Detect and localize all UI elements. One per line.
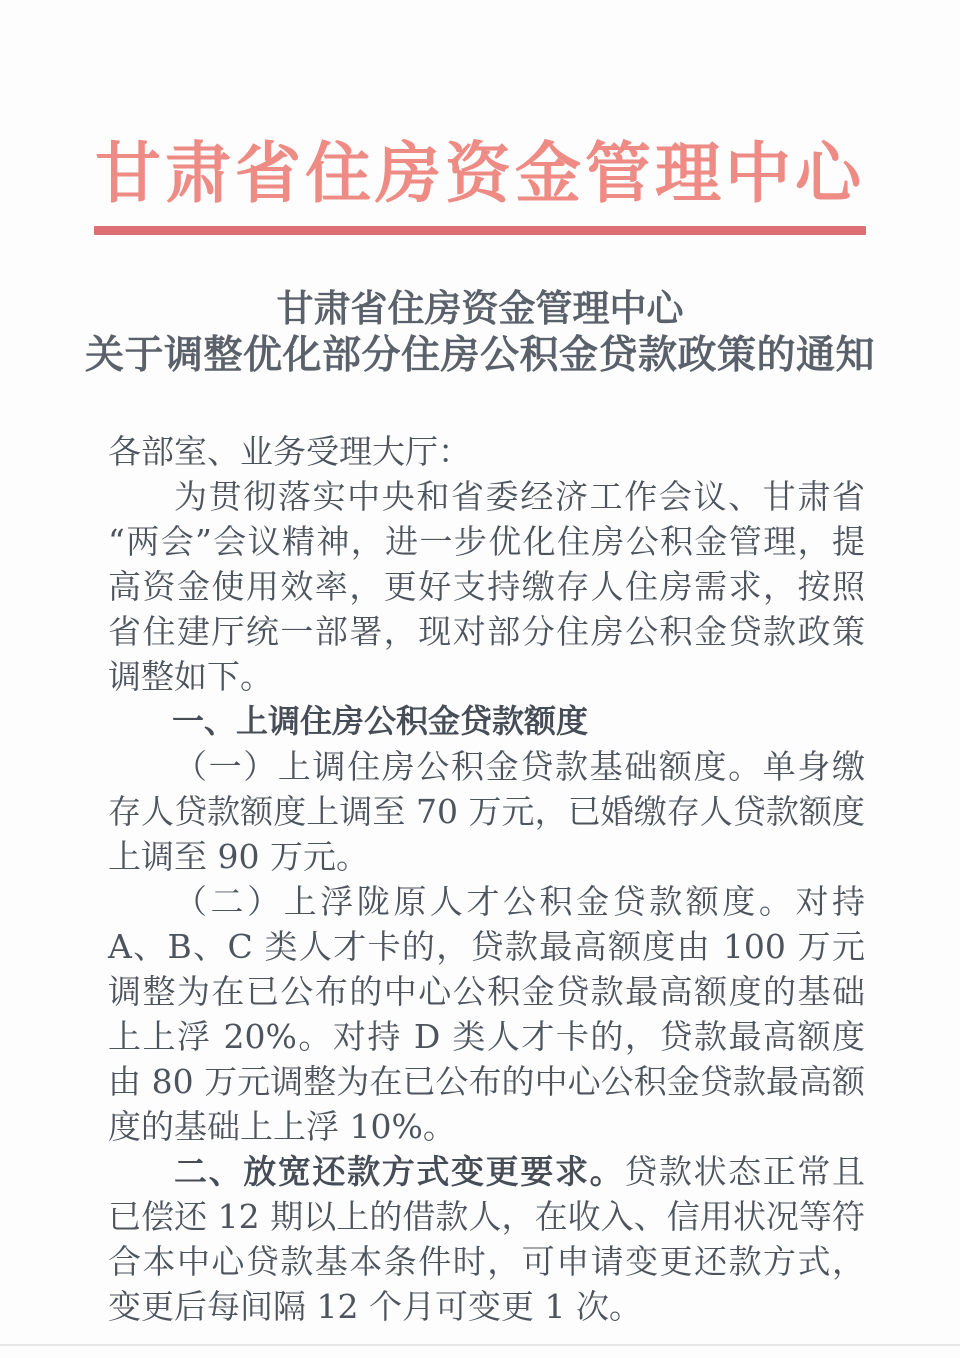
intro-paragraph: 为贯彻落实中央和省委经济工作会议、甘肃省“两会”会议精神，进一步优化住房公积金管理，提高资金使用效率，更好支持缴存人住房需求，按照省住建厅统一部署，现对部分住房公积金贷款政策调整如下。 bbox=[108, 477, 865, 697]
salutation: 各部室、业务受理大厅： bbox=[108, 432, 471, 472]
section1-paragraph-2: （二）上浮陇原人才公积金贷款额度。对持 A、B、C 类人才卡的，贷款最高额度由 100 万元调整为在已公布的中心公积金贷款最高额度的基础上上浮 20%。对持 D 类人才卡的，贷款最高额度由 80 万元调整为在已公布的中心公积金贷款最高额度的基础上上浮 10%。 bbox=[108, 882, 865, 1147]
document-title-line1: 甘肃省住房资金管理中心 bbox=[276, 286, 684, 331]
section2-heading: 二、放宽还款方式变更要求。 bbox=[174, 1152, 625, 1192]
section2-text: 贷款状态正常且已偿还 12 期以上的借款人，在收入、信用状况等符合本中心贷款基本条件时，可申请变更还款方式，变更后每间隔 12 个月可变更 1 次。 bbox=[108, 1152, 866, 1327]
document-title bbox=[0, 285, 960, 379]
scanner-edge-line bbox=[0, 1344, 960, 1346]
letterhead-rule bbox=[94, 226, 866, 235]
document-title-line2: 关于调整优化部分住房公积金贷款政策的通知 bbox=[84, 332, 875, 379]
section1-heading: 一、上调住房公积金贷款额度 bbox=[172, 702, 589, 741]
section1-paragraph-1: （一）上调住房公积金贷款基础额度。单身缴存人贷款额度上调至 70 万元，已婚缴存人贷款额度上调至 90 万元。 bbox=[108, 747, 865, 877]
document-body bbox=[0, 429, 960, 1329]
section2-paragraph bbox=[108, 1149, 865, 1329]
letterhead-org-name: 甘肃省住房资金管理中心 bbox=[95, 134, 865, 212]
